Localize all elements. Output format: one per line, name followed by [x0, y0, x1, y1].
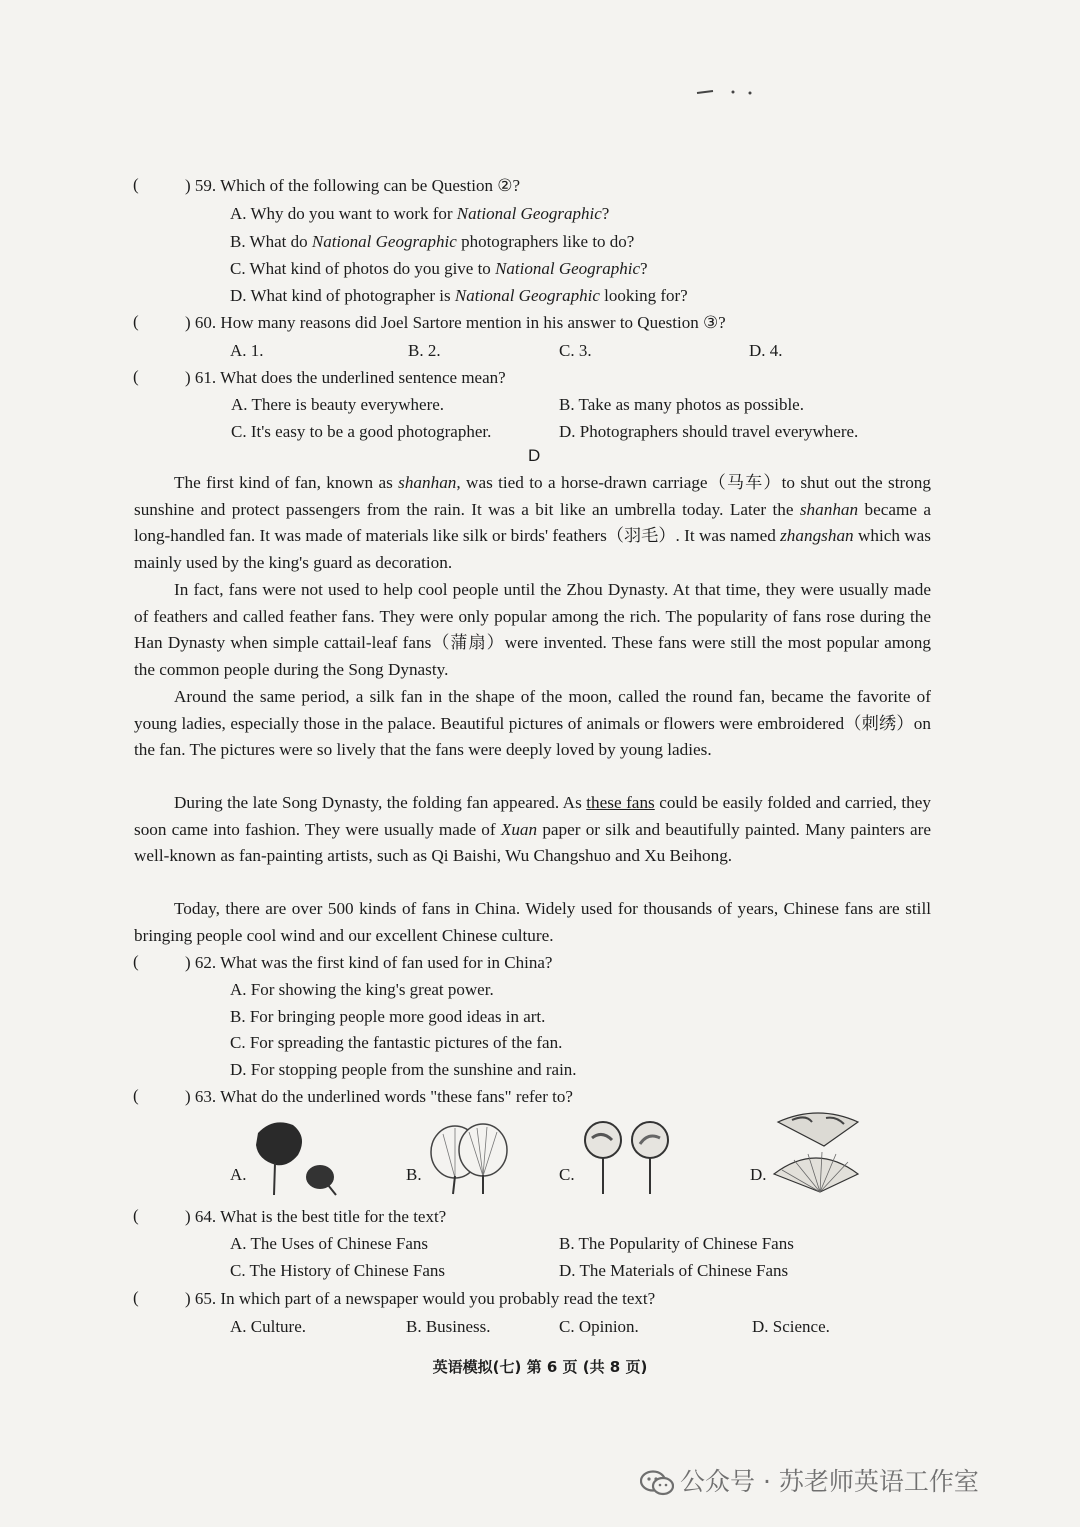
- q63-label-a: A.: [230, 1165, 247, 1184]
- q59-stem: ) 59. Which of the following can be Question ②?: [185, 176, 521, 195]
- answer-paren: (: [133, 367, 139, 386]
- q62-stem: ) 62. What was the first kind of fan used for in China?: [185, 953, 553, 972]
- round-fan-icon: [578, 1120, 674, 1198]
- q63-label-c: C.: [559, 1165, 575, 1184]
- q59-option-a: A. Why do you want to work for National Geographic?: [230, 204, 610, 223]
- q60-option-a: A. 1.: [230, 341, 264, 360]
- watermark: 公众号 · 苏老师英语工作室: [640, 1462, 979, 1498]
- q65-option-a: A. Culture.: [230, 1317, 307, 1336]
- q62-option-d: D. For stopping people from the sunshine and rain.: [230, 1060, 577, 1079]
- section-label: D: [528, 446, 541, 465]
- underlined-these-fans: these fans: [586, 793, 655, 812]
- q60-option-d: D. 4.: [749, 341, 783, 360]
- q64-option-c: C. The History of Chinese Fans: [230, 1261, 446, 1280]
- q61-stem: ) 61. What does the underlined sentence mean?: [185, 368, 506, 387]
- q63-label-b: B.: [406, 1165, 422, 1184]
- answer-paren: (: [133, 1206, 139, 1225]
- q62-option-b: B. For bringing people more good ideas in art.: [230, 1007, 546, 1026]
- q61-option-d: D. Photographers should travel everywhere.: [559, 422, 859, 441]
- wechat-icon: [640, 1470, 674, 1496]
- answer-paren: (: [133, 952, 139, 971]
- q64-option-d: D. The Materials of Chinese Fans: [559, 1261, 789, 1280]
- q60-stem: ) 60. How many reasons did Joel Sartore mention in his answer to Question ③?: [185, 313, 726, 332]
- q63-stem: ) 63. What do the underlined words "these fans" refer to?: [185, 1087, 573, 1106]
- q62-option-a: A. For showing the king's great power.: [230, 980, 494, 999]
- q61-option-a: A. There is beauty everywhere.: [231, 395, 445, 414]
- answer-paren: (: [133, 1288, 139, 1307]
- answer-paren: (: [133, 1086, 139, 1105]
- scan-mark: [695, 88, 757, 96]
- q63-label-d: D.: [750, 1165, 767, 1184]
- q65-option-d: D. Science.: [752, 1317, 830, 1336]
- q62-option-c: C. For spreading the fantastic pictures of the fan.: [230, 1033, 563, 1052]
- answer-paren: (: [133, 312, 139, 331]
- q65-stem: ) 65. In which part of a newspaper would you probably read the text?: [185, 1289, 656, 1308]
- q64-stem: ) 64. What is the best title for the text?: [185, 1207, 447, 1226]
- passage-paragraph-1: The first kind of fan, known as shanhan, was tied to a horse-drawn carriage（马车）to shut out the strong sunshine and protect passengers from the rain. It was a bit like an umbrella today. Later the shanhan became a long-handled fan. It was made of materials like silk or birds' feathers（羽毛）. It was named zhangshan which was mainly used by the king's guard as decoration.: [134, 473, 932, 572]
- passage-paragraph-3: Around the same period, a silk fan in the shape of the moon, called the round fan, became the favorite of young ladies, especially those in the palace. Beautiful pictures of animals or flowers were embroidered（刺绣）on the fan. The pictures were so lively that the fans were deeply loved by young ladies.: [134, 687, 931, 760]
- answer-paren: (: [133, 175, 139, 194]
- passage-paragraph-5: Today, there are over 500 kinds of fans in China. Widely used for thousands of years, Chinese fans are still bringing people cool wind and our excellent Chinese culture.: [134, 899, 931, 945]
- q60-option-c: C. 3.: [559, 341, 592, 360]
- q59-option-b: B. What do National Geographic photographers like to do?: [230, 232, 635, 251]
- page-footer: 英语模拟(七) 第 6 页 (共 8 页): [432, 1358, 648, 1376]
- q61-option-c: C. It's easy to be a good photographer.: [231, 422, 492, 441]
- folding-fan-icon: [772, 1108, 864, 1194]
- q65-option-c: C. Opinion.: [559, 1317, 639, 1336]
- passage-paragraph-2: In fact, fans were not used to help cool people until the Zhou Dynasty. At that time, they were usually made of feathers and called feather fans. They were only popular among the rich. The popularity of fans rose during the Han Dynasty when simple cattail-leaf fans（蒲扇）were invented. These fans were still the most popular among the common people during the Song Dynasty.: [134, 580, 931, 679]
- q59-option-d: D. What kind of photographer is National Geographic looking for?: [230, 286, 688, 305]
- q64-option-a: A. The Uses of Chinese Fans: [230, 1234, 428, 1253]
- passage-paragraph-4: During the late Song Dynasty, the folding fan appeared. As these fans could be easily folded and carried, they soon came into fashion. They were usually made of Xuan paper or silk and beautifully painted. Many painters are well-known as fan-painting artists, such as Qi Baishi, Wu Changshuo and Xu Beihong.: [134, 793, 931, 866]
- q65-option-b: B. Business.: [406, 1317, 491, 1336]
- q64-option-b: B. The Popularity of Chinese Fans: [559, 1234, 794, 1253]
- q61-option-b: B. Take as many photos as possible.: [559, 395, 804, 414]
- q60-option-b: B. 2.: [408, 341, 441, 360]
- q59-option-c: C. What kind of photos do you give to National Geographic?: [230, 259, 648, 278]
- feather-fan-icon: [248, 1115, 343, 1197]
- cattail-leaf-fan-icon: [425, 1120, 515, 1195]
